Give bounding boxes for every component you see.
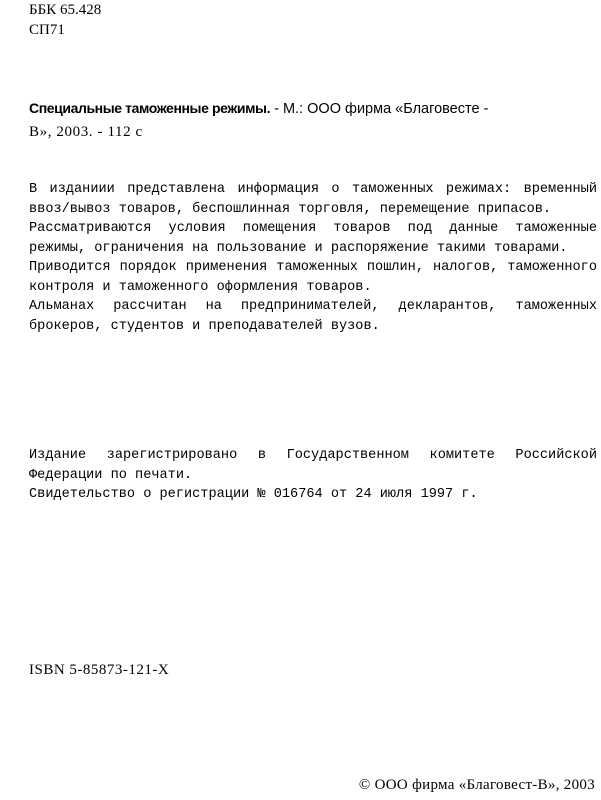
annotation-paragraph: В изданиии представлена информация о таможенных режимах: временный ввоз/вывоз товаров, беспошлинная торговля, перемещение припасов. bbox=[29, 182, 597, 217]
publisher-info: - М.: ООО фирма «Благовесте - bbox=[270, 101, 489, 117]
registration-certificate: Свидетельство о регистрации № 016764 от 24 июля 1997 г. bbox=[29, 487, 478, 502]
book-title: Специальные таможенные режимы. bbox=[29, 100, 271, 116]
copyright-notice: © ООО фирма «Благовест-В», 2003 bbox=[358, 777, 595, 793]
registration-notice bbox=[29, 446, 597, 505]
annotation-paragraph: Рассматриваются условия помещения товаров под данные таможенные режимы, ограничения на пользование и распоряжение такими товарами. bbox=[29, 221, 597, 256]
author-mark-code: СП71 bbox=[29, 22, 65, 38]
annotation-paragraph: Приводится порядок применения таможенных пошлин, налогов, таможенного контроля и таможенного оформления товаров. bbox=[29, 260, 597, 295]
annotation bbox=[29, 180, 597, 336]
annotation-paragraph: Альманах рассчитан на предпринимателей, декларантов, таможенных брокеров, студентов и преподавателей вузов. bbox=[29, 299, 597, 334]
publication-details: В», 2003. - 112 с bbox=[29, 124, 143, 140]
bbk-classification: ББК 65.428 bbox=[29, 2, 102, 18]
registration-paragraph: Издание зарегистрировано в Государственном комитете Российской Федерации по печати. bbox=[29, 448, 597, 483]
bibliographic-entry bbox=[29, 97, 595, 144]
isbn: ISBN 5-85873-121-X bbox=[29, 662, 170, 678]
